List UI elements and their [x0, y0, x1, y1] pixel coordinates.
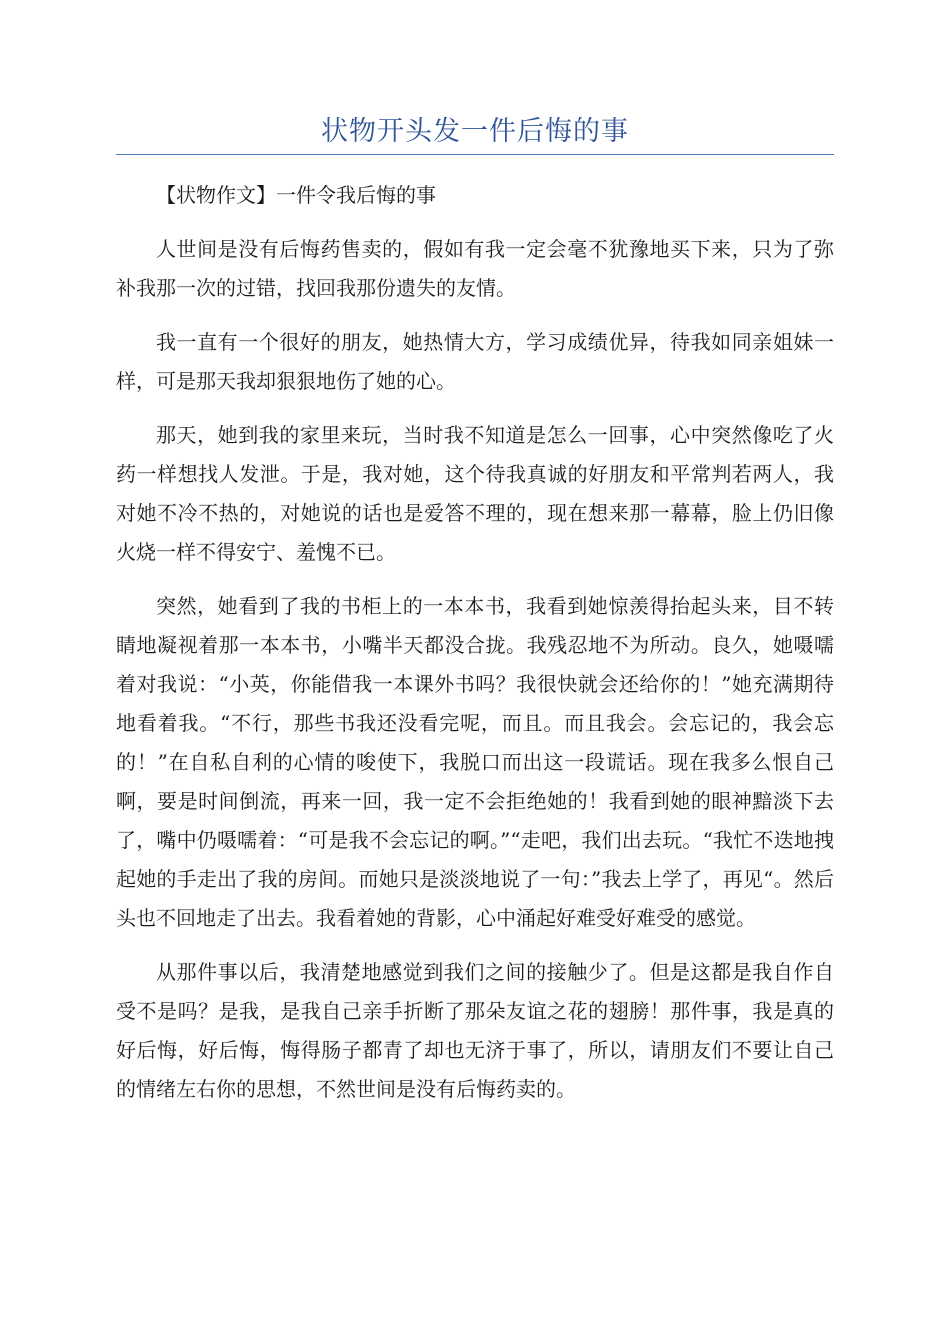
paragraph: 人世间是没有后悔药售卖的，假如有我一定会毫不犹豫地买下来，只为了弥补我那一次的过错，找回我那份遗失的友情。 — [116, 237, 834, 300]
paragraph: 我一直有一个很好的朋友，她热情大方，学习成绩优异，待我如同亲姐妹一样，可是那天我却狠狠地伤了她的心。 — [116, 330, 834, 393]
paragraph: 那天，她到我的家里来玩，当时我不知道是怎么一回事，心中突然像吃了火药一样想找人发泄。于是，我对她，这个待我真诚的好朋友和平常判若两人，我对她不冷不热的，对她说的话也是爱答不理的，现在想来那一幕幕，脸上仍旧像火烧一样不得安宁、羞愧不已。 — [116, 423, 834, 564]
document-title: 状物开头发一件后悔的事 — [321, 116, 629, 147]
title-underline — [116, 154, 834, 155]
paragraph-subtitle: 【状物作文】一件令我后悔的事 — [156, 183, 436, 207]
paragraph: 从那件事以后，我清楚地感觉到我们之间的接触少了。但是这都是我自作自受不是吗？是我，是我自己亲手折断了那朵友谊之花的翅膀！那件事，我是真的好后悔，好后悔，悔得肠子都青了却也无济于事了，所以，请朋友们不要让自己的情绪左右你的思想，不然世间是没有后悔药卖的。 — [116, 960, 834, 1101]
document-body — [116, 176, 834, 1124]
paragraph: 突然，她看到了我的书柜上的一本本书，我看到她惊羡得抬起头来，目不转睛地凝视着那一本本书，小嘴半天都没合拢。我残忍地不为所动。良久，她嗫嚅着对我说：“小英，你能借我一本课外书吗？我很快就会还给你的！”她充满期待地看着我。“不行，那些书我还没看完呢，而且。而且我会。会忘记的，我会忘的！”在自私自利的心情的唆使下，我脱口而出这一段谎话。现在我多么恨自己啊，要是时间倒流，再来一回，我一定不会拒绝她的！我看到她的眼神黯淡下去了，嘴中仍嗫嚅着：“可是我不会忘记的啊。”“走吧，我们出去玩。“我忙不迭地拽起她的手走出了我的房间。而她只是淡淡地说了一句：”我去上学了，再见“。然后头也不回地走了出去。我看着她的背影，心中涌起好难受好难受的感觉。 — [116, 594, 834, 930]
